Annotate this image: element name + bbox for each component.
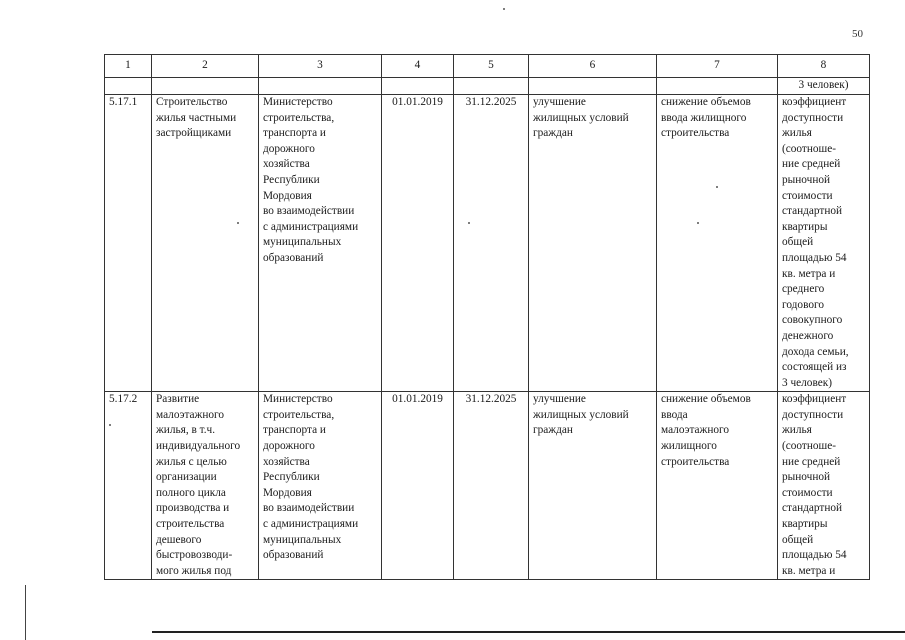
table-cell — [454, 78, 529, 95]
expected-result: улучшение жилищных условий граждан — [529, 392, 657, 580]
scan-bottom-line — [152, 631, 905, 633]
end-date: 31.12.2025 — [454, 392, 529, 580]
column-header: 4 — [382, 55, 454, 78]
table-cell — [152, 78, 259, 95]
row-number: 5.17.1 — [105, 95, 152, 392]
column-header: 7 — [657, 55, 778, 78]
start-date: 01.01.2019 — [382, 95, 454, 392]
end-date: 31.12.2025 — [454, 95, 529, 392]
table-row — [105, 95, 870, 392]
indicator: коэффициент доступности жилья (соотноше- ние средней рыночной стоимости стандартной квартиры общей площадью 54 кв. метра и — [778, 392, 870, 580]
table-cell — [529, 78, 657, 95]
column-header: 6 — [529, 55, 657, 78]
measure-name: Развитие малоэтажного жилья, в т.ч. индивидуального жилья с целью организации полного цикла производства и строительства дешевого быстровозводи- мого жилья под — [152, 392, 259, 580]
start-date: 01.01.2019 — [382, 392, 454, 580]
measure-name: Строительство жилья частными застройщиками — [152, 95, 259, 392]
table-cell — [105, 78, 152, 95]
page-number: 50 — [852, 28, 863, 40]
column-header: 1 — [105, 55, 152, 78]
table-cell — [259, 78, 382, 95]
column-header: 8 — [778, 55, 870, 78]
indicator: коэффициент доступности жилья (соотноше- ние средней рыночной стоимости стандартной квартиры общей площадью 54 кв. метра и среднего годового совокупного денежного дохода семьи, состоящей из 3 человек) — [778, 95, 870, 392]
table-row — [105, 392, 870, 580]
scan-edge-line — [25, 585, 26, 640]
table-cell — [657, 78, 778, 95]
row-number: 5.17.2 — [105, 392, 152, 580]
column-header: 2 — [152, 55, 259, 78]
executor: Министерство строительства, транспорта и дорожного хозяйства Республики Мордовия во взаимодействии с администрациями муниципальных образований — [259, 95, 382, 392]
executor: Министерство строительства, транспорта и дорожного хозяйства Республики Мордовия во взаимодействии с администрациями муниципальных образований — [259, 392, 382, 580]
carry-over-row — [105, 78, 870, 95]
expected-result: улучшение жилищных условий граждан — [529, 95, 657, 392]
measures-table — [104, 54, 870, 580]
carry-over-text: 3 человек) — [778, 78, 870, 95]
column-header: 3 — [259, 55, 382, 78]
table-cell — [382, 78, 454, 95]
column-number-row — [105, 55, 870, 78]
failure-consequence: снижение объемов ввода малоэтажного жилищного строительства — [657, 392, 778, 580]
scan-speck — [503, 8, 505, 10]
column-header: 5 — [454, 55, 529, 78]
failure-consequence: снижение объемов ввода жилищного строительства — [657, 95, 778, 392]
